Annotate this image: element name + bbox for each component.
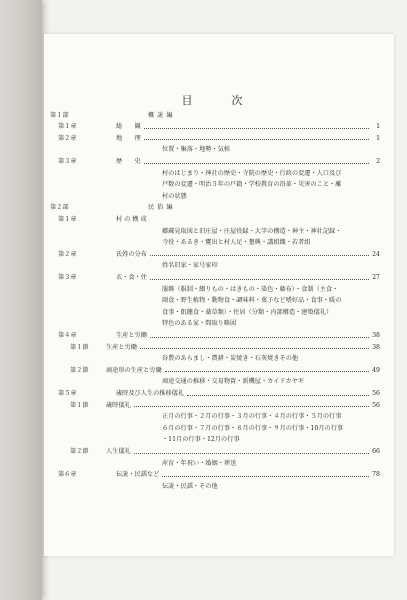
toc-subentry-text: 姓名旧家・家号家印	[162, 262, 218, 270]
toc-subentry	[50, 226, 384, 238]
toc-chap-number: 第４章	[58, 331, 77, 339]
toc-chap-title: 衣・食・住	[116, 274, 147, 281]
toc-sect-title: 人生儀礼	[106, 447, 131, 455]
toc-dot-leader	[134, 406, 369, 407]
toc-page	[44, 34, 394, 556]
toc-chap-number: 第２章	[58, 250, 77, 258]
toc-part-title: 民俗編	[148, 204, 176, 212]
toc-subentry	[50, 458, 384, 470]
book-cover-edge	[0, 0, 42, 600]
toc-chap-title: 歳時及び人生の推移儀礼	[116, 389, 185, 397]
toc-page-number: 66	[372, 447, 380, 455]
toc-sect-title: 生産と労働	[106, 343, 137, 351]
toc-subentry	[50, 411, 384, 423]
toc-sect-row	[50, 400, 384, 412]
toc-subentry-text: 服飾（服制・綴りもの・はきもの・染色・藤布）・食制（主食・	[162, 285, 339, 293]
toc-subentry	[50, 353, 384, 365]
toc-chap-title: 村 の 構 成	[116, 216, 147, 224]
toc-sect-number: 第２節	[70, 447, 89, 455]
toc-dot-leader	[144, 163, 369, 164]
toc-chap-row	[50, 156, 384, 168]
toc-sect-row	[50, 365, 384, 377]
toc-dot-leader	[162, 476, 369, 477]
toc-page-number: 1	[376, 134, 380, 142]
toc-dot-leader	[150, 279, 369, 280]
toc-dot-leader	[150, 337, 369, 338]
toc-subentry	[50, 319, 384, 331]
toc-subentry	[50, 284, 384, 296]
toc-subentry	[50, 180, 384, 192]
toc-page-number: 2	[376, 158, 380, 166]
toc-page-number: 24	[372, 250, 380, 258]
toc-subentry-text: 産育・年祝い・婚姻・葬送	[162, 459, 237, 467]
toc-subentry-text: 郷蔵見取図と旧庄屋・庄屋役録・大字の構造・神主・神社記録・	[162, 227, 342, 235]
toc-page-number: 1	[376, 123, 380, 131]
toc-title: 目 次	[181, 94, 257, 107]
toc-subentry-text: 位置・集落・地勢・気候	[162, 146, 231, 154]
toc-subentry-text: 食事・飢饉食・薬草類）・住居（分類・内部構造・建築儀礼）	[162, 308, 333, 316]
toc-subentry	[50, 307, 384, 319]
toc-dot-leader	[144, 128, 369, 129]
toc-subentry-text: 谷農のあらまし・農耕・炭焼き・石灰焼きその他	[162, 355, 299, 363]
toc-chap-number: 第５章	[58, 389, 77, 397]
toc-subentry	[50, 377, 384, 389]
toc-chap-row	[50, 388, 384, 400]
toc-subentry-text: 伝説・民謡・その他	[162, 482, 218, 490]
toc-chap-title: 伝説・民謡など	[116, 471, 160, 479]
toc-subentry	[50, 261, 384, 273]
toc-chap-number: 第６章	[58, 471, 77, 479]
toc-chap-row	[50, 122, 384, 134]
toc-dot-leader	[140, 348, 369, 349]
toc-chap-number: 第１章	[58, 216, 77, 224]
toc-page-number: 38	[372, 331, 380, 339]
toc-subentry-text: 商途交通の推移・交易物資・新機屋・カイドカヤギ	[162, 378, 304, 386]
toc-page-number: 27	[372, 274, 380, 281]
toc-dot-leader	[144, 139, 369, 140]
toc-subentry	[50, 296, 384, 308]
toc-chap-number: 第３章	[58, 274, 77, 281]
toc-chap-title: 歴 史	[116, 158, 141, 166]
toc-list	[50, 110, 384, 493]
toc-page-number: 78	[372, 471, 380, 479]
toc-chap-row	[50, 330, 384, 342]
toc-dot-leader	[187, 395, 369, 396]
toc-page-number: 38	[372, 343, 380, 351]
toc-chap-number: 第３章	[58, 158, 77, 166]
toc-page-number: 56	[372, 401, 380, 409]
toc-chap-title: 地 理	[116, 134, 141, 142]
toc-dot-leader	[150, 255, 369, 256]
toc-dot-leader	[134, 453, 369, 454]
toc-chap-row	[50, 133, 384, 145]
toc-sect-number: 第２節	[70, 366, 89, 374]
toc-subentry-text: ６月の行事・７月の行事・８月の行事・９月の行事・10月の行事	[162, 424, 344, 432]
toc-page-number: 56	[372, 389, 380, 397]
toc-chap-row	[50, 214, 384, 226]
toc-part-number: 第２部	[50, 204, 69, 212]
toc-chap-row	[50, 469, 384, 481]
toc-part-number: 第１部	[50, 111, 69, 119]
toc-subentry-text: 特色のある家・間取り略図	[162, 320, 237, 328]
toc-subentry-text: 正月の行事・２月の行事・３月の行事・４月の行事・５月の行事	[162, 413, 342, 421]
toc-subentry	[50, 145, 384, 157]
toc-subentry-text: 村の状態	[162, 192, 187, 200]
toc-subentry	[50, 423, 384, 435]
toc-sect-number: 第１節	[70, 343, 89, 351]
toc-sect-row	[50, 446, 384, 458]
toc-chap-row	[50, 272, 384, 284]
toc-subentry	[50, 238, 384, 250]
toc-chap-number: 第２章	[58, 134, 77, 142]
toc-part-row	[50, 110, 384, 122]
toc-chap-number: 第１章	[58, 123, 77, 131]
toc-subentry-text: 戸数の変遷・明治５年の戸籍・学校教育の沿革・災害のこと・離	[162, 181, 342, 189]
toc-subentry	[50, 481, 384, 493]
toc-subentry	[50, 191, 384, 203]
toc-subentry-text: 副食・野生植物・動物食・調味料・菓子など嗜好品・食事・暖の	[162, 297, 342, 305]
toc-sect-number: 第１節	[70, 401, 89, 409]
toc-sect-row	[50, 342, 384, 354]
toc-chap-row	[50, 249, 384, 261]
toc-subentry-text: 村のはじまり・神社の歴史・寺院の歴史・行政の変遷・人口及び	[162, 169, 342, 177]
toc-part-title: 概説編	[148, 111, 176, 119]
toc-part-row	[50, 203, 384, 215]
toc-dot-leader	[165, 371, 369, 372]
toc-sect-title: 歳時儀礼	[106, 401, 131, 409]
toc-subentry	[50, 435, 384, 447]
toc-subentry	[50, 168, 384, 180]
toc-chap-title: 総 観	[116, 123, 141, 131]
toc-chap-title: 生産と労働	[116, 331, 147, 339]
toc-subentry-text: ・11月の行事・12月の行事	[162, 436, 240, 444]
toc-subentry-text: 寺役・あるき・甕出と村人足・墾興・講組織・若者組	[162, 239, 311, 247]
toc-sect-title: 商途形の生産と労働	[106, 366, 162, 374]
toc-page-number: 49	[372, 366, 380, 374]
toc-chap-title: 氏姓の分布	[116, 250, 147, 258]
